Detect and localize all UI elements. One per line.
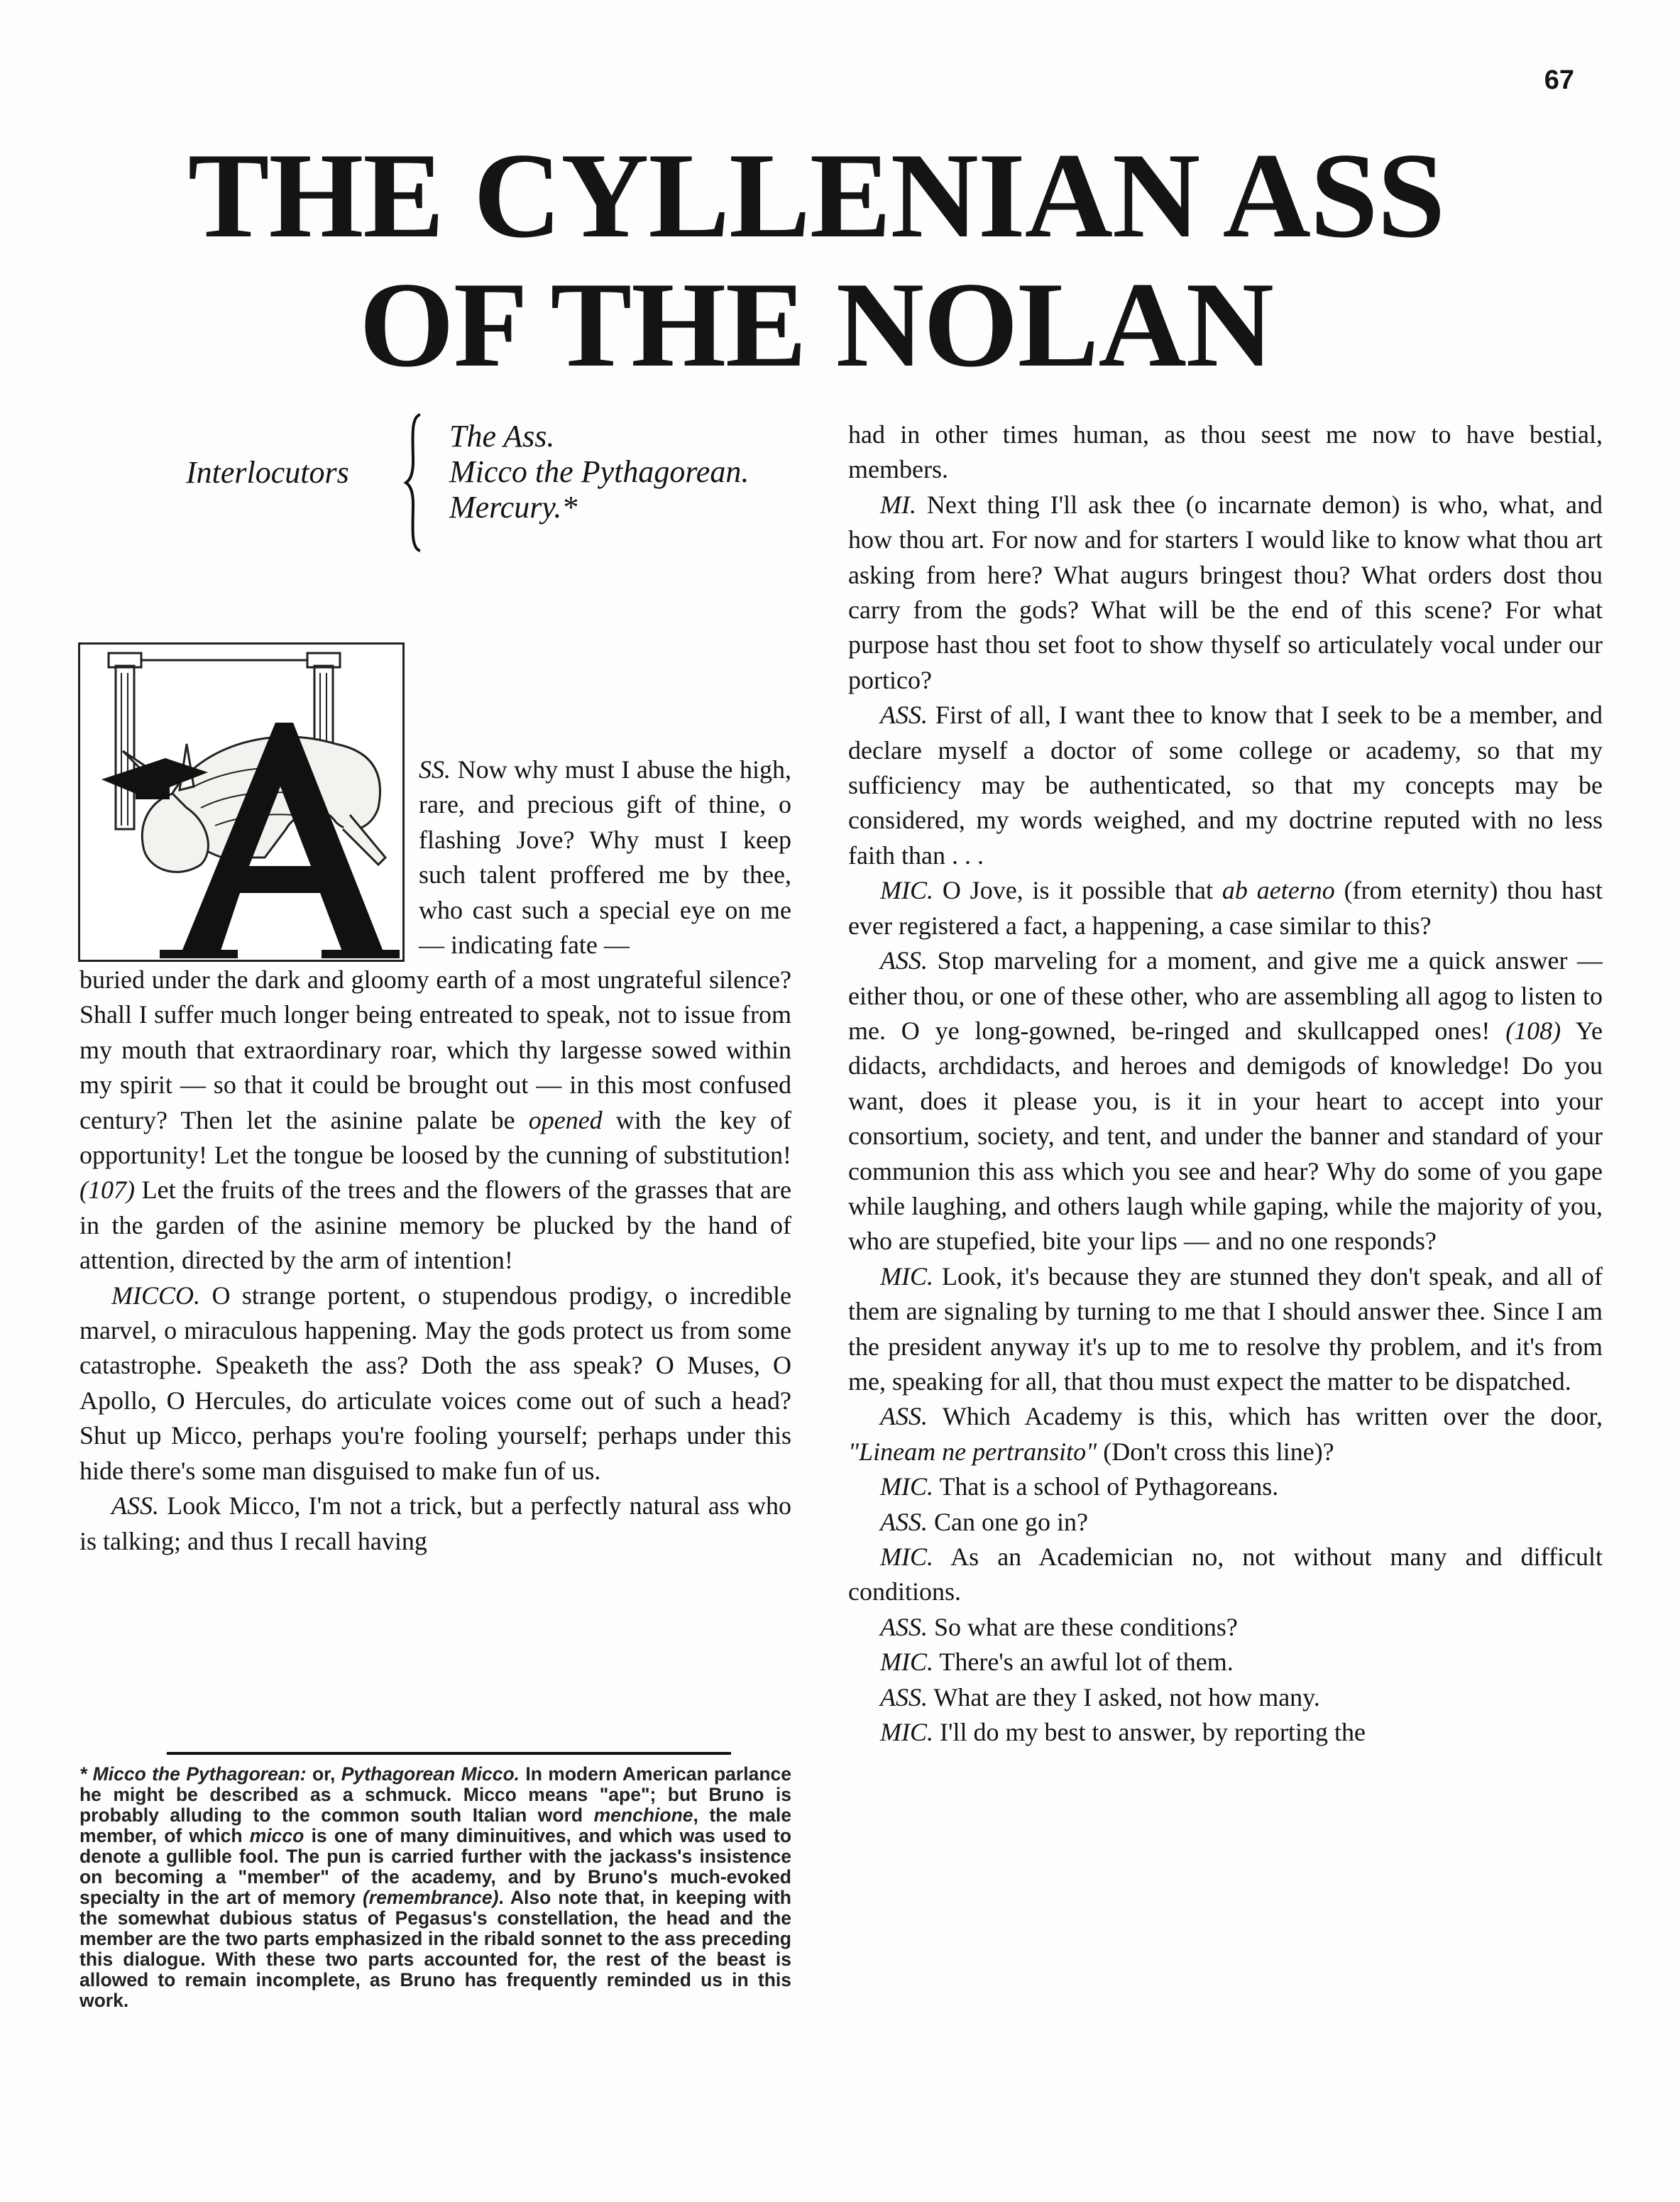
title-line-1: THE CYLLENIAN ASS	[187, 128, 1445, 263]
left-column	[79, 963, 791, 1559]
dialogue-paragraph: MIC. As an Academician no, not without many and difficult conditions.	[848, 1543, 1603, 1606]
dialogue-paragraph: ASS. First of all, I want thee to know that I seek to be a member, and declare myself a doctor of some college or academy, so that my sufficiency may be authenticated, so that my concepts may be considered, my words weighed, and my doctrine reputed with no less faith than . . .	[848, 701, 1603, 870]
speaker-label: MIC.	[880, 1261, 933, 1291]
continued-paragraph: had in other times human, as thou seest me now to have bestial, members.	[848, 420, 1603, 484]
speaker-label: MIC.	[880, 1648, 933, 1677]
dialogue-paragraph: ASS. What are they I asked, not how many.	[880, 1682, 1320, 1711]
dialogue-paragraph: MIC. There's an awful lot of them.	[880, 1648, 1234, 1677]
dialogue-paragraph: ASS. Stop marveling for a moment, and give me a quick answer — either thou, or one of these other, who are assembling all agog to listen to me. O ye long-gowned, be-ringed and skullcapped ones! (108) Ye didacts, archdidacts, and heroes and demigods of knowledge! Do you want, does it please you, is it in your heart to accept into your consortium, society, and tent, and under the banner and standard of your communion this ass which you see and hear? Why do some of you gape while laughing, and others laugh while gaping, while the majority of you, who are stupefied, bite your lips — and no one responds?	[848, 946, 1603, 1256]
note-reference: (108)	[1505, 1016, 1561, 1045]
dialogue-paragraph: MICCO. O strange portent, o stupendous prodigy, o incredible marvel, o miraculous happening. May the gods protect us from some catastrophe. Speaketh the ass? Doth the ass speak? O Muses, O Apollo, O Hercules, do articulate voices come out of such a head? Shut up Micco, perhaps you're fooling yourself; perhaps under this hide there's some man disguised to make fun of us.	[79, 1281, 791, 1485]
drop-cap-woodcut	[78, 642, 405, 962]
speaker-label: MI.	[880, 490, 916, 519]
speaker-label: SS.	[419, 755, 451, 784]
speaker-label: ASS.	[880, 701, 928, 730]
interlocutor-micco: Micco the Pythagorean.	[449, 454, 750, 489]
dialogue-paragraph: MIC. That is a school of Pythagoreans.	[880, 1472, 1279, 1501]
dialogue-paragraph: ASS. Can one go in?	[880, 1507, 1088, 1536]
opening-wrapped-text	[419, 752, 791, 963]
ass-woodcut-icon	[80, 645, 402, 960]
dialogue-paragraph: MIC. Look, it's because they are stunned they don't speak, and all of them are signaling by turning to me that I should answer thee. Since I am the president anyway it's up to me to resolve thy problem, and it's from me, speaking for all, that thou must expect the matter to be dispatched.	[848, 1261, 1603, 1396]
interlocutors-list	[449, 419, 749, 525]
speaker-label: ASS.	[111, 1491, 159, 1521]
dialogue-paragraph: ASS. Which Academy is this, which has written over the door, "Lineam ne pertransito" (Don't cross this line)?	[848, 1402, 1603, 1466]
speaker-label: MICCO.	[111, 1281, 200, 1310]
interlocutor-ass: The Ass.	[449, 419, 555, 454]
speaker-label: MIC.	[880, 1472, 933, 1501]
speaker-label: ASS.	[880, 1682, 928, 1711]
emphasis-opened: opened	[528, 1105, 603, 1134]
dialogue-paragraph: ASS. Look Micco, I'm not a trick, but a perfectly natural ass who is talking; and thus I recall having	[79, 1491, 791, 1555]
speaker-label: MIC.	[880, 876, 933, 905]
curly-brace-icon	[403, 412, 424, 554]
opening-continuation: buried under the dark and gloomy earth of a most ungrateful silence? Shall I suffer much longer being entreated to speak, not to issue from my mouth that extraordinary roar, which thy largesse sowed within my spirit — so that it could be brought out — in this most confused century? Then let the asinine palate be opened with the key of opportunity! Let the tongue be loosed by the cunning of substitution! (107) Let the fruits of the trees and the flowers of the grasses that are in the garden of the asinine memory be plucked by the hand of attention, directed by the arm of intention!	[79, 965, 791, 1275]
page-title	[106, 128, 1526, 393]
right-column	[848, 417, 1603, 1750]
footnote-divider	[167, 1752, 731, 1755]
interlocutor-mercury: Mercury.*	[449, 490, 578, 525]
dialogue-paragraph: MIC. I'll do my best to answer, by reporting the	[880, 1718, 1366, 1747]
interlocutors-label: Interlocutors	[186, 455, 349, 490]
speaker-label: ASS.	[880, 946, 928, 975]
footnote: * Micco the Pythagorean: or, Pythagorean Micco. In modern American parlance he might be described as a schmuck. Micco means "ape"; but Bruno is probably alluding to the common south Italian word menchione, the male member, of which micco is one of many diminuitives, and which was used to denote a gullible fool. The pun is carried further with the jackass's insistence on becoming a "member" of the academy, and by Bruno's much-evoked specialty in the art of memory (remembrance). Also note that, in keeping with the somewhat dubious status of Pegasus's constellation, the head and the member are the two parts emphasized in the ribald sonnet to the ass preceding this dialogue. With these two parts accounted for, the rest of the beast is allowed to remain incomplete, as Bruno has frequently reminded us in this work.	[79, 1763, 792, 2011]
opening-wrapped-body: Now why must I abuse the high, rare, and precious gift of thine, o flashing Jove? Why must I keep such talent proffered me by thee, who cast such a special eye on me — indicating fate —	[419, 755, 791, 960]
dialogue-paragraph: MIC. O Jove, is it possible that ab aeterno (from eternity) thou hast ever registered a fact, a happening, a case similar to this?	[848, 876, 1603, 940]
speaker-label: ASS.	[880, 1402, 928, 1431]
speaker-label: ASS.	[880, 1507, 928, 1536]
dialogue-paragraph: ASS. So what are these conditions?	[880, 1612, 1238, 1641]
dialogue-paragraph: MI. Next thing I'll ask thee (o incarnate demon) is who, what, and how thou art. For now and for starters I would like to know what thou art asking from here? What augurs bringest thou? What orders dost thou carry from the gods? What will be the end of this scene? For what purpose hast thou set foot to show thyself so articulately vocal under our portico?	[848, 490, 1603, 694]
note-reference: (107)	[79, 1176, 135, 1205]
title-line-2: OF THE NOLAN	[359, 258, 1273, 393]
speaker-label: ASS.	[880, 1612, 928, 1641]
page-number: 67	[1544, 65, 1574, 95]
speaker-label: MIC.	[880, 1543, 933, 1571]
speaker-label: MIC.	[880, 1718, 933, 1747]
